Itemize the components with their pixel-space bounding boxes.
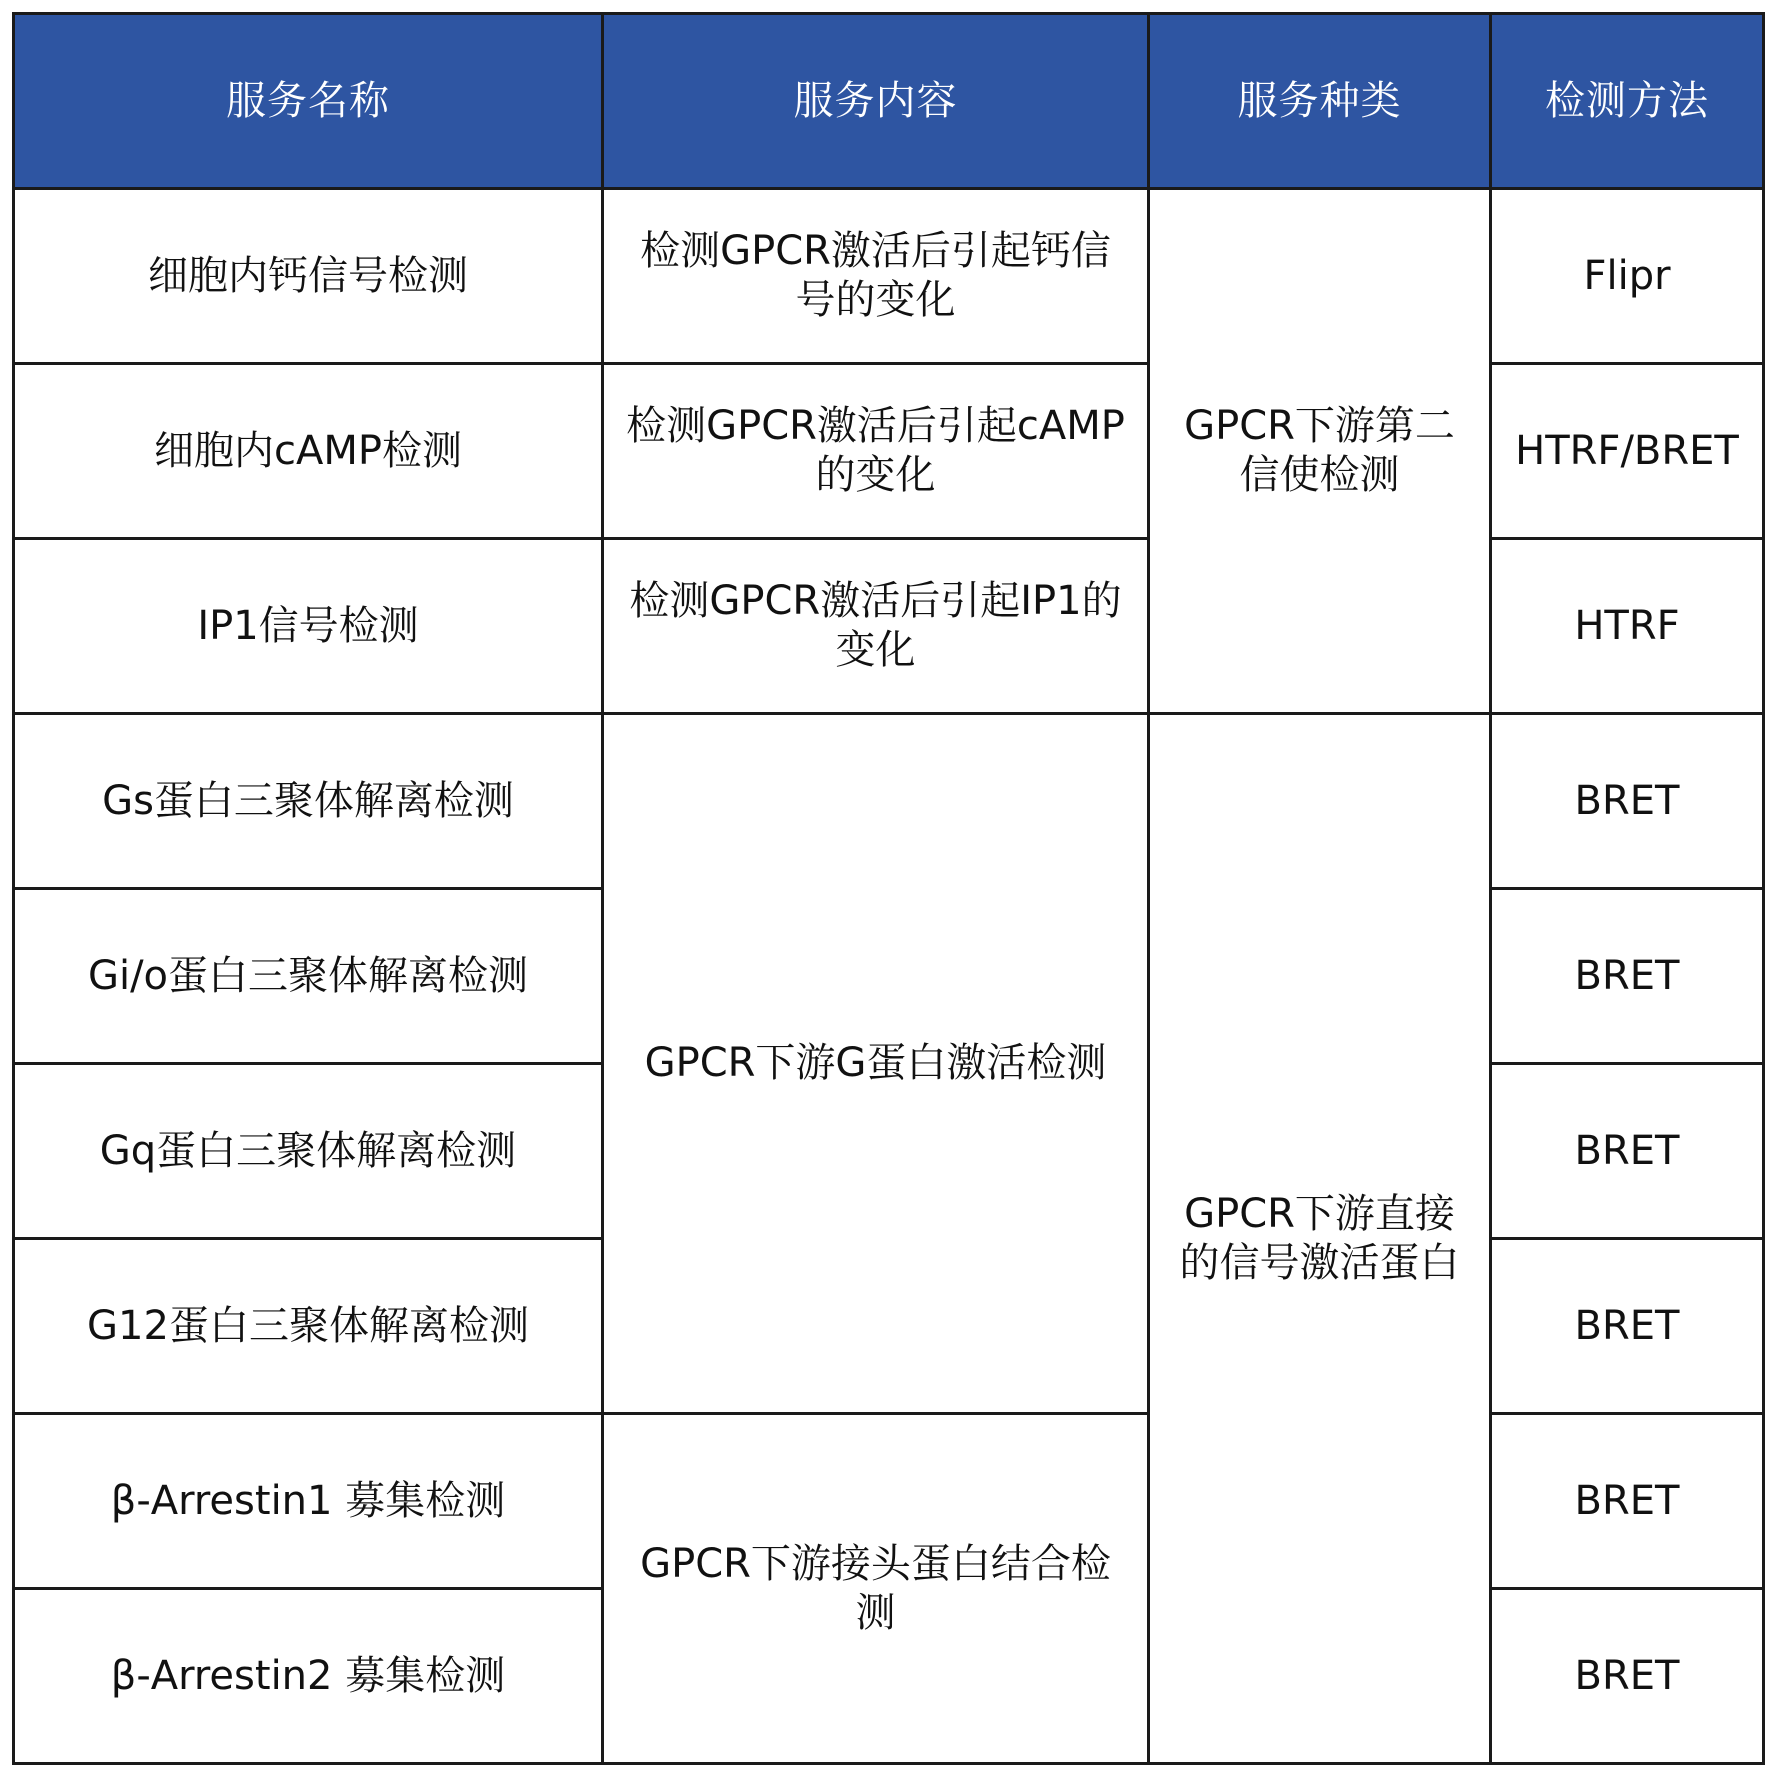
cell-service-category: GPCR下游直接的信号激活蛋白 [1149, 714, 1491, 1764]
cell-service-name: 细胞内钙信号检测 [14, 189, 603, 364]
service-table [12, 12, 1765, 1765]
header-detection-method: 检测方法 [1491, 14, 1764, 189]
cell-service-content: 检测GPCR激活后引起cAMP的变化 [603, 364, 1149, 539]
cell-service-name: Gi/o蛋白三聚体解离检测 [14, 889, 603, 1064]
table-row [14, 1414, 1764, 1589]
cell-service-name: Gs蛋白三聚体解离检测 [14, 714, 603, 889]
table-row [14, 189, 1764, 364]
cell-service-name: Gq蛋白三聚体解离检测 [14, 1064, 603, 1239]
cell-detection-method: BRET [1491, 1064, 1764, 1239]
cell-service-name: G12蛋白三聚体解离检测 [14, 1239, 603, 1414]
header-row [14, 14, 1764, 189]
cell-service-content: GPCR下游G蛋白激活检测 [603, 714, 1149, 1414]
header-service-category: 服务种类 [1149, 14, 1491, 189]
table-header [14, 14, 1764, 189]
cell-service-category: GPCR下游第二信使检测 [1149, 189, 1491, 714]
cell-service-content: GPCR下游接头蛋白结合检测 [603, 1414, 1149, 1764]
header-service-content: 服务内容 [603, 14, 1149, 189]
cell-detection-method: Flipr [1491, 189, 1764, 364]
cell-service-content: 检测GPCR激活后引起钙信号的变化 [603, 189, 1149, 364]
table-row [14, 364, 1764, 539]
table-row [14, 714, 1764, 889]
service-table-container [12, 12, 1762, 1765]
cell-service-name: 细胞内cAMP检测 [14, 364, 603, 539]
cell-detection-method: HTRF/BRET [1491, 364, 1764, 539]
cell-service-name: β-Arrestin1 募集检测 [14, 1414, 603, 1589]
cell-detection-method: BRET [1491, 1239, 1764, 1414]
cell-service-name: IP1信号检测 [14, 539, 603, 714]
cell-service-content: 检测GPCR激活后引起IP1的变化 [603, 539, 1149, 714]
cell-service-name: β-Arrestin2 募集检测 [14, 1589, 603, 1764]
cell-detection-method: HTRF [1491, 539, 1764, 714]
cell-detection-method: BRET [1491, 889, 1764, 1064]
table-row [14, 539, 1764, 714]
cell-detection-method: BRET [1491, 714, 1764, 889]
cell-detection-method: BRET [1491, 1589, 1764, 1764]
header-service-name: 服务名称 [14, 14, 603, 189]
cell-detection-method: BRET [1491, 1414, 1764, 1589]
table-body [14, 189, 1764, 1764]
